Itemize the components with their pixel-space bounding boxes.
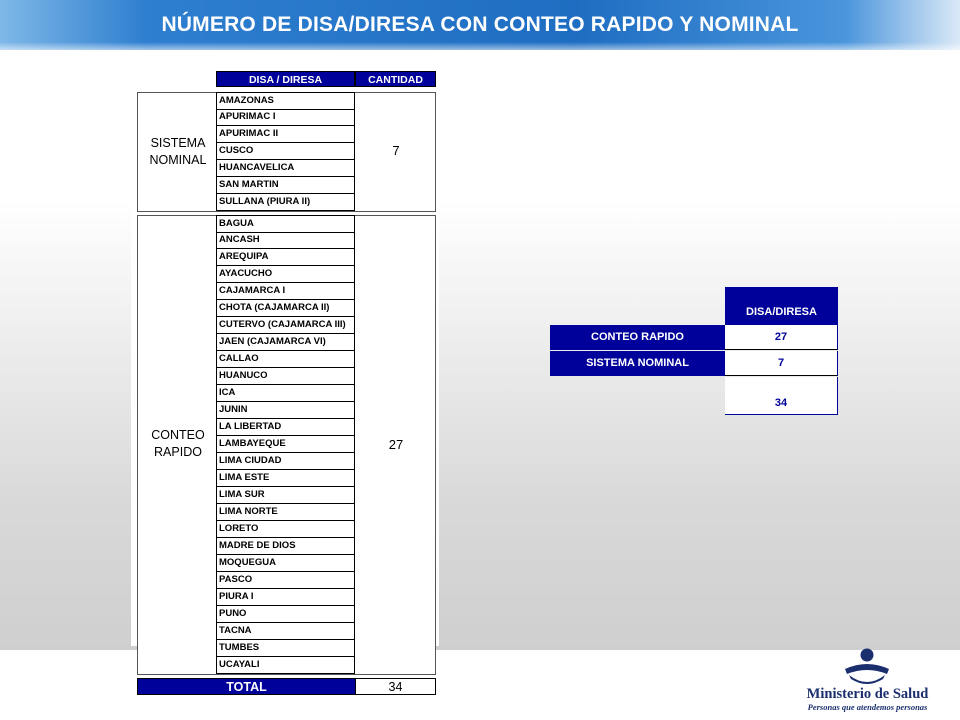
table-row: AREQUIPA bbox=[216, 249, 355, 266]
table-row: HUANCAVELICA bbox=[216, 160, 355, 177]
table-row: LIMA ESTE bbox=[216, 470, 355, 487]
table-row: LIMA SUR bbox=[216, 487, 355, 504]
total-label: TOTAL bbox=[137, 678, 356, 695]
quantity-sistema-nominal: 7 bbox=[392, 143, 400, 158]
table-row: UCAYALI bbox=[216, 657, 355, 674]
ministerio-logo bbox=[795, 645, 940, 715]
group-name-line1: SISTEMA bbox=[150, 136, 206, 150]
summary-value-sistema-nominal: 7 bbox=[725, 351, 838, 376]
table-row: AMAZONAS bbox=[216, 92, 355, 110]
table-row: PASCO bbox=[216, 572, 355, 589]
logo-tagline: Personas que atendemos personas bbox=[807, 702, 928, 712]
table-row: LIMA CIUDAD bbox=[216, 453, 355, 470]
table-row: SAN MARTIN bbox=[216, 177, 355, 194]
table-row: SULLANA (PIURA II) bbox=[216, 194, 355, 211]
table-row: ICA bbox=[216, 385, 355, 402]
table-row: LIMA NORTE bbox=[216, 504, 355, 521]
table-row: PIURA I bbox=[216, 589, 355, 606]
table-row: CHOTA (CAJAMARCA II) bbox=[216, 300, 355, 317]
table-row: CALLAO bbox=[216, 351, 355, 368]
summary-total: 34 bbox=[725, 377, 838, 415]
group-name-conteo-rapido bbox=[140, 427, 216, 461]
table-row: APURIMAC II bbox=[216, 126, 355, 143]
table-row: JUNIN bbox=[216, 402, 355, 419]
header-cantidad: CANTIDAD bbox=[355, 71, 436, 87]
table-row: TACNA bbox=[216, 623, 355, 640]
table-row: PUNO bbox=[216, 606, 355, 623]
group-name-sistema-nominal bbox=[140, 135, 216, 169]
header-disa: DISA / DIRESA bbox=[216, 71, 355, 87]
table-row: AYACUCHO bbox=[216, 266, 355, 283]
table-row: LAMBAYEQUE bbox=[216, 436, 355, 453]
group-name-line1: CONTEO bbox=[151, 428, 205, 442]
logo-name: Ministerio de Salud bbox=[806, 686, 929, 702]
ministerio-emblem-icon bbox=[795, 645, 940, 687]
table-row: CAJAMARCA I bbox=[216, 283, 355, 300]
table-row: JAEN (CAJAMARCA VI) bbox=[216, 334, 355, 351]
summary-header: DISA/DIRESA bbox=[725, 287, 838, 325]
summary-label-sistema-nominal: SISTEMA NOMINAL bbox=[550, 351, 725, 376]
table-row: ANCASH bbox=[216, 232, 355, 249]
table-row: BAGUA bbox=[216, 215, 355, 233]
table-row: TUMBES bbox=[216, 640, 355, 657]
quantity-conteo-rapido: 27 bbox=[388, 437, 404, 452]
table-row: HUANUCO bbox=[216, 368, 355, 385]
summary-value-conteo-rapido: 27 bbox=[725, 325, 838, 350]
table-row: APURIMAC I bbox=[216, 109, 355, 126]
table-row: LORETO bbox=[216, 521, 355, 538]
table-row: MADRE DE DIOS bbox=[216, 538, 355, 555]
slide-title: NÚMERO DE DISA/DIRESA CON CONTEO RAPIDO Y NOMINAL bbox=[161, 13, 799, 36]
total-value: 34 bbox=[356, 678, 436, 695]
table-row: CUSCO bbox=[216, 143, 355, 160]
group-name-line2: NOMINAL bbox=[149, 153, 207, 167]
summary-label-conteo-rapido: CONTEO RAPIDO bbox=[550, 325, 725, 350]
title-bar bbox=[0, 0, 960, 50]
table-row: LA LIBERTAD bbox=[216, 419, 355, 436]
table-row: MOQUEGUA bbox=[216, 555, 355, 572]
group-name-line2: RAPIDO bbox=[154, 445, 202, 459]
table-row: CUTERVO (CAJAMARCA III) bbox=[216, 317, 355, 334]
